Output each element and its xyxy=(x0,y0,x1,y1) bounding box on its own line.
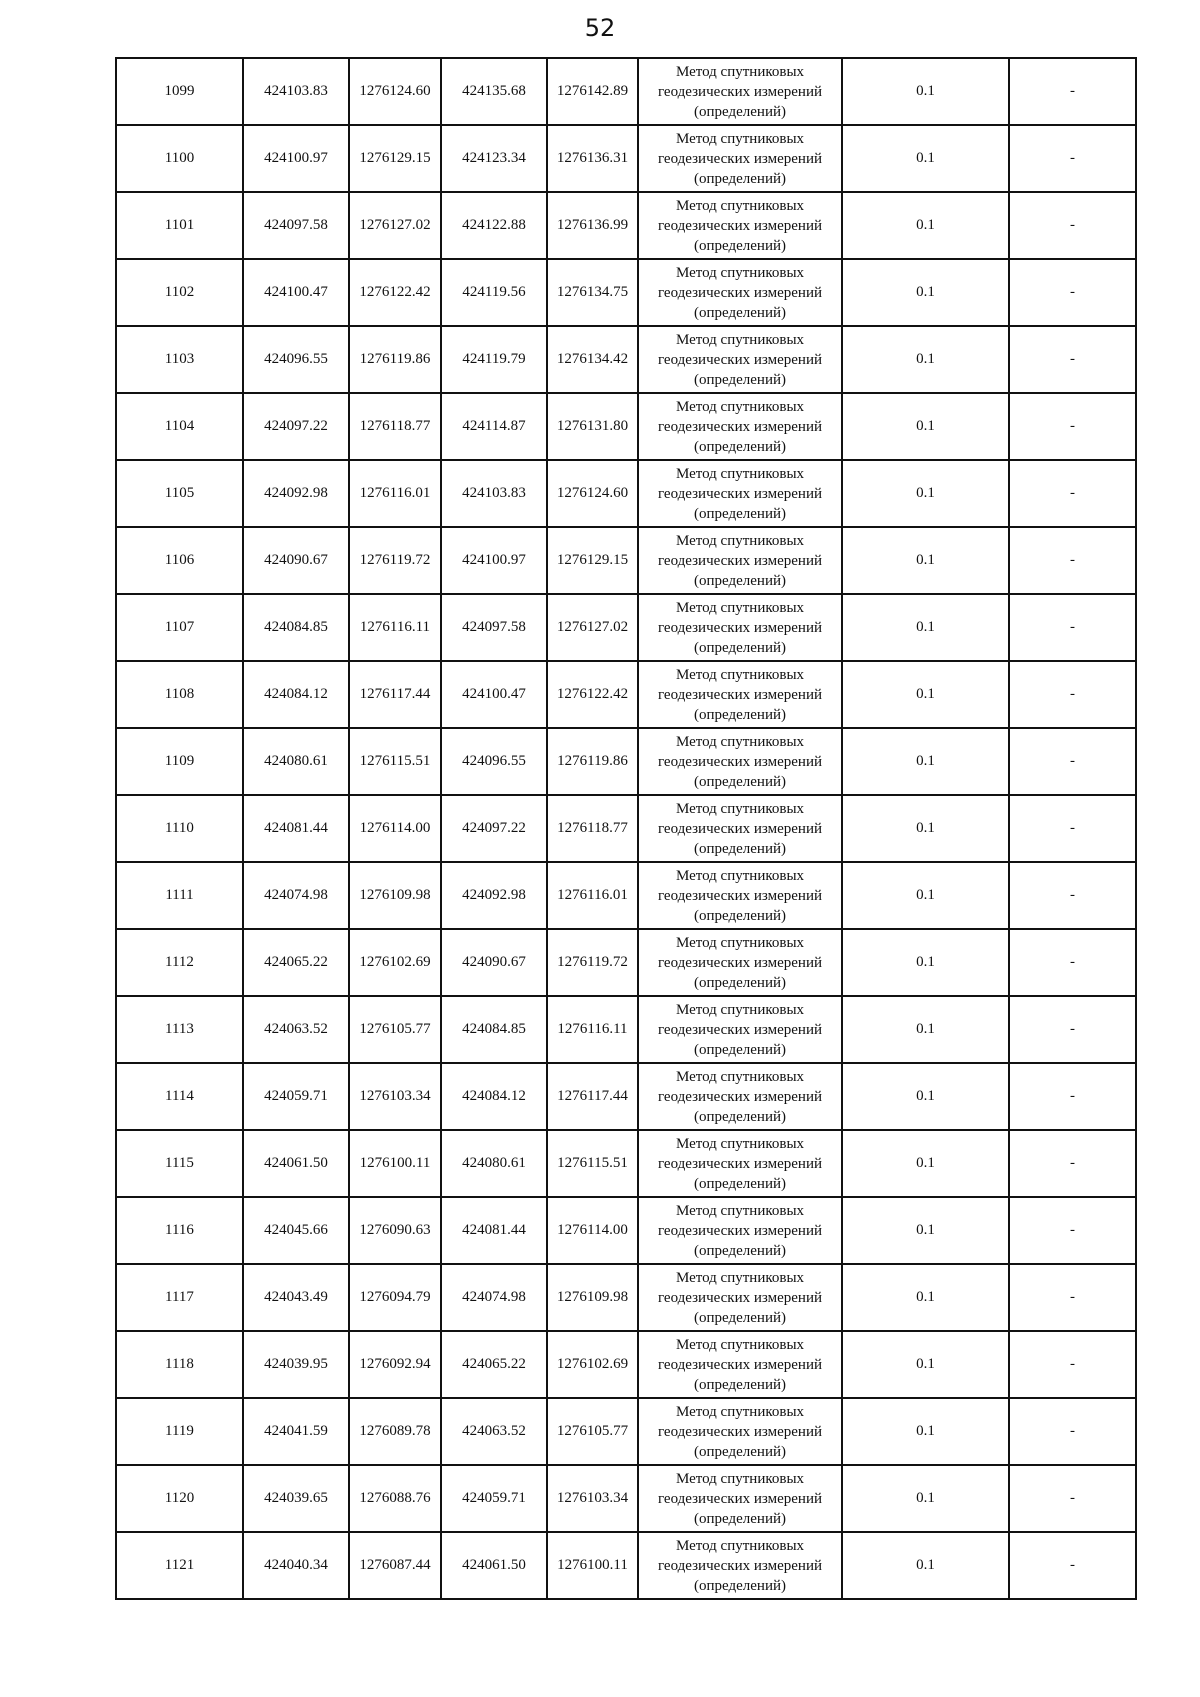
method-text: геодезических измерений xyxy=(657,284,823,301)
x-coordinate-cell: 424084.85 xyxy=(243,594,349,661)
method-text: (определений) xyxy=(694,706,786,723)
x-coordinate-cell: 424096.55 xyxy=(243,326,349,393)
accuracy-cell: 0.1 xyxy=(842,1398,1009,1465)
method-text: Метод спутниковых xyxy=(675,1001,805,1018)
x-coordinate-cell: 424039.65 xyxy=(243,1465,349,1532)
y-coordinate-cell: 1276122.42 xyxy=(349,259,441,326)
method-text: Метод спутниковых xyxy=(675,331,805,348)
x-coordinate-cell: 424097.22 xyxy=(441,795,547,862)
table-row xyxy=(116,594,1136,661)
method-text: геодезических измерений xyxy=(657,485,823,502)
method-cell xyxy=(638,1063,842,1130)
point-number-cell: 1099 xyxy=(116,58,243,125)
method-cell xyxy=(638,728,842,795)
method-text: Метод спутниковых xyxy=(675,1269,805,1286)
note-cell: - xyxy=(1009,1532,1136,1599)
x-coordinate-cell: 424103.83 xyxy=(243,58,349,125)
y-coordinate-cell: 1276103.34 xyxy=(547,1465,638,1532)
x-coordinate-cell: 424084.85 xyxy=(441,996,547,1063)
method-text: Метод спутниковых xyxy=(675,1336,805,1353)
point-number-cell: 1100 xyxy=(116,125,243,192)
y-coordinate-cell: 1276105.77 xyxy=(349,996,441,1063)
y-coordinate-cell: 1276129.15 xyxy=(547,527,638,594)
y-coordinate-cell: 1276124.60 xyxy=(349,58,441,125)
method-text: (определений) xyxy=(694,103,786,120)
method-text: геодезических измерений xyxy=(657,686,823,703)
table-row xyxy=(116,1264,1136,1331)
method-cell xyxy=(638,527,842,594)
note-cell: - xyxy=(1009,795,1136,862)
method-text: геодезических измерений xyxy=(657,150,823,167)
accuracy-cell: 0.1 xyxy=(842,1264,1009,1331)
table-row xyxy=(116,125,1136,192)
note-cell: - xyxy=(1009,125,1136,192)
table-row xyxy=(116,929,1136,996)
note-cell: - xyxy=(1009,393,1136,460)
method-text: (определений) xyxy=(694,438,786,455)
accuracy-cell: 0.1 xyxy=(842,929,1009,996)
method-text: (определений) xyxy=(694,371,786,388)
method-text: геодезических измерений xyxy=(657,1021,823,1038)
method-text: геодезических измерений xyxy=(657,217,823,234)
accuracy-cell: 0.1 xyxy=(842,862,1009,929)
y-coordinate-cell: 1276142.89 xyxy=(547,58,638,125)
x-coordinate-cell: 424081.44 xyxy=(441,1197,547,1264)
method-text: геодезических измерений xyxy=(657,1155,823,1172)
method-cell xyxy=(638,125,842,192)
method-text: Метод спутниковых xyxy=(675,197,805,214)
note-cell: - xyxy=(1009,1063,1136,1130)
point-number-cell: 1118 xyxy=(116,1331,243,1398)
table-body xyxy=(116,58,1136,1599)
method-cell xyxy=(638,1197,842,1264)
method-cell xyxy=(638,460,842,527)
table-row xyxy=(116,58,1136,125)
method-text: Метод спутниковых xyxy=(675,666,805,683)
method-text: (определений) xyxy=(694,840,786,857)
x-coordinate-cell: 424119.56 xyxy=(441,259,547,326)
method-cell xyxy=(638,1465,842,1532)
method-text: (определений) xyxy=(694,170,786,187)
point-number-cell: 1110 xyxy=(116,795,243,862)
y-coordinate-cell: 1276118.77 xyxy=(547,795,638,862)
y-coordinate-cell: 1276102.69 xyxy=(547,1331,638,1398)
y-coordinate-cell: 1276116.11 xyxy=(547,996,638,1063)
method-cell xyxy=(638,594,842,661)
table-row xyxy=(116,661,1136,728)
table-row xyxy=(116,527,1136,594)
x-coordinate-cell: 424065.22 xyxy=(441,1331,547,1398)
method-text: Метод спутниковых xyxy=(675,1068,805,1085)
x-coordinate-cell: 424059.71 xyxy=(243,1063,349,1130)
x-coordinate-cell: 424074.98 xyxy=(441,1264,547,1331)
point-number-cell: 1121 xyxy=(116,1532,243,1599)
table-row xyxy=(116,1532,1136,1599)
point-number-cell: 1112 xyxy=(116,929,243,996)
note-cell: - xyxy=(1009,326,1136,393)
x-coordinate-cell: 424081.44 xyxy=(243,795,349,862)
method-text: (определений) xyxy=(694,1443,786,1460)
method-text: Метод спутниковых xyxy=(675,867,805,884)
method-text: (определений) xyxy=(694,505,786,522)
accuracy-cell: 0.1 xyxy=(842,125,1009,192)
y-coordinate-cell: 1276118.77 xyxy=(349,393,441,460)
note-cell: - xyxy=(1009,58,1136,125)
x-coordinate-cell: 424097.58 xyxy=(441,594,547,661)
method-text: Метод спутниковых xyxy=(675,465,805,482)
method-text: геодезических измерений xyxy=(657,1423,823,1440)
method-text: Метод спутниковых xyxy=(675,1202,805,1219)
x-coordinate-cell: 424061.50 xyxy=(441,1532,547,1599)
accuracy-cell: 0.1 xyxy=(842,728,1009,795)
x-coordinate-cell: 424100.97 xyxy=(243,125,349,192)
note-cell: - xyxy=(1009,259,1136,326)
method-cell xyxy=(638,795,842,862)
table-row xyxy=(116,1465,1136,1532)
note-cell: - xyxy=(1009,192,1136,259)
coordinates-table xyxy=(115,57,1137,1600)
y-coordinate-cell: 1276127.02 xyxy=(547,594,638,661)
y-coordinate-cell: 1276115.51 xyxy=(349,728,441,795)
method-text: (определений) xyxy=(694,304,786,321)
table-row xyxy=(116,1130,1136,1197)
point-number-cell: 1111 xyxy=(116,862,243,929)
method-text: Метод спутниковых xyxy=(675,532,805,549)
point-number-cell: 1117 xyxy=(116,1264,243,1331)
accuracy-cell: 0.1 xyxy=(842,58,1009,125)
x-coordinate-cell: 424135.68 xyxy=(441,58,547,125)
table-row xyxy=(116,795,1136,862)
point-number-cell: 1114 xyxy=(116,1063,243,1130)
page-number: 52 xyxy=(584,14,616,42)
note-cell: - xyxy=(1009,1465,1136,1532)
y-coordinate-cell: 1276100.11 xyxy=(349,1130,441,1197)
method-cell xyxy=(638,1264,842,1331)
x-coordinate-cell: 424096.55 xyxy=(441,728,547,795)
x-coordinate-cell: 424041.59 xyxy=(243,1398,349,1465)
method-cell xyxy=(638,929,842,996)
y-coordinate-cell: 1276119.72 xyxy=(349,527,441,594)
x-coordinate-cell: 424061.50 xyxy=(243,1130,349,1197)
point-number-cell: 1119 xyxy=(116,1398,243,1465)
table-row xyxy=(116,326,1136,393)
table-row xyxy=(116,393,1136,460)
accuracy-cell: 0.1 xyxy=(842,393,1009,460)
method-text: Метод спутниковых xyxy=(675,130,805,147)
note-cell: - xyxy=(1009,929,1136,996)
table-row xyxy=(116,1331,1136,1398)
x-coordinate-cell: 424045.66 xyxy=(243,1197,349,1264)
y-coordinate-cell: 1276124.60 xyxy=(547,460,638,527)
accuracy-cell: 0.1 xyxy=(842,1197,1009,1264)
note-cell: - xyxy=(1009,1130,1136,1197)
x-coordinate-cell: 424065.22 xyxy=(243,929,349,996)
y-coordinate-cell: 1276134.75 xyxy=(547,259,638,326)
method-text: Метод спутниковых xyxy=(675,733,805,750)
y-coordinate-cell: 1276087.44 xyxy=(349,1532,441,1599)
x-coordinate-cell: 424039.95 xyxy=(243,1331,349,1398)
x-coordinate-cell: 424100.97 xyxy=(441,527,547,594)
method-cell xyxy=(638,862,842,929)
accuracy-cell: 0.1 xyxy=(842,192,1009,259)
method-text: Метод спутниковых xyxy=(675,398,805,415)
method-cell xyxy=(638,1331,842,1398)
method-text: (определений) xyxy=(694,907,786,924)
method-text: (определений) xyxy=(694,1309,786,1326)
accuracy-cell: 0.1 xyxy=(842,326,1009,393)
y-coordinate-cell: 1276109.98 xyxy=(547,1264,638,1331)
method-text: геодезических измерений xyxy=(657,1088,823,1105)
x-coordinate-cell: 424114.87 xyxy=(441,393,547,460)
note-cell: - xyxy=(1009,996,1136,1063)
y-coordinate-cell: 1276129.15 xyxy=(349,125,441,192)
method-cell xyxy=(638,326,842,393)
method-text: Метод спутниковых xyxy=(675,1403,805,1420)
y-coordinate-cell: 1276092.94 xyxy=(349,1331,441,1398)
x-coordinate-cell: 424040.34 xyxy=(243,1532,349,1599)
y-coordinate-cell: 1276103.34 xyxy=(349,1063,441,1130)
method-cell xyxy=(638,1130,842,1197)
note-cell: - xyxy=(1009,1197,1136,1264)
y-coordinate-cell: 1276116.01 xyxy=(349,460,441,527)
x-coordinate-cell: 424084.12 xyxy=(243,661,349,728)
y-coordinate-cell: 1276134.42 xyxy=(547,326,638,393)
x-coordinate-cell: 424080.61 xyxy=(441,1130,547,1197)
x-coordinate-cell: 424043.49 xyxy=(243,1264,349,1331)
x-coordinate-cell: 424090.67 xyxy=(243,527,349,594)
note-cell: - xyxy=(1009,728,1136,795)
y-coordinate-cell: 1276116.11 xyxy=(349,594,441,661)
method-text: геодезических измерений xyxy=(657,820,823,837)
method-text: геодезических измерений xyxy=(657,1356,823,1373)
x-coordinate-cell: 424063.52 xyxy=(441,1398,547,1465)
y-coordinate-cell: 1276131.80 xyxy=(547,393,638,460)
method-text: Метод спутниковых xyxy=(675,1135,805,1152)
method-cell xyxy=(638,259,842,326)
table-row xyxy=(116,259,1136,326)
x-coordinate-cell: 424092.98 xyxy=(441,862,547,929)
method-text: Метод спутниковых xyxy=(675,800,805,817)
x-coordinate-cell: 424119.79 xyxy=(441,326,547,393)
table-row xyxy=(116,460,1136,527)
accuracy-cell: 0.1 xyxy=(842,1465,1009,1532)
method-text: (определений) xyxy=(694,974,786,991)
method-text: (определений) xyxy=(694,1242,786,1259)
point-number-cell: 1106 xyxy=(116,527,243,594)
y-coordinate-cell: 1276114.00 xyxy=(547,1197,638,1264)
note-cell: - xyxy=(1009,1331,1136,1398)
accuracy-cell: 0.1 xyxy=(842,1130,1009,1197)
y-coordinate-cell: 1276094.79 xyxy=(349,1264,441,1331)
table-row xyxy=(116,1063,1136,1130)
method-text: геодезических измерений xyxy=(657,753,823,770)
x-coordinate-cell: 424100.47 xyxy=(243,259,349,326)
x-coordinate-cell: 424123.34 xyxy=(441,125,547,192)
x-coordinate-cell: 424063.52 xyxy=(243,996,349,1063)
note-cell: - xyxy=(1009,862,1136,929)
method-text: (определений) xyxy=(694,572,786,589)
accuracy-cell: 0.1 xyxy=(842,1331,1009,1398)
accuracy-cell: 0.1 xyxy=(842,996,1009,1063)
method-cell xyxy=(638,1532,842,1599)
table-row xyxy=(116,996,1136,1063)
method-cell xyxy=(638,1398,842,1465)
y-coordinate-cell: 1276122.42 xyxy=(547,661,638,728)
y-coordinate-cell: 1276102.69 xyxy=(349,929,441,996)
y-coordinate-cell: 1276088.76 xyxy=(349,1465,441,1532)
point-number-cell: 1116 xyxy=(116,1197,243,1264)
point-number-cell: 1109 xyxy=(116,728,243,795)
table-row xyxy=(116,728,1136,795)
method-cell xyxy=(638,192,842,259)
method-text: (определений) xyxy=(694,773,786,790)
y-coordinate-cell: 1276114.00 xyxy=(349,795,441,862)
point-number-cell: 1104 xyxy=(116,393,243,460)
x-coordinate-cell: 424090.67 xyxy=(441,929,547,996)
point-number-cell: 1115 xyxy=(116,1130,243,1197)
x-coordinate-cell: 424100.47 xyxy=(441,661,547,728)
y-coordinate-cell: 1276115.51 xyxy=(547,1130,638,1197)
method-cell xyxy=(638,661,842,728)
x-coordinate-cell: 424080.61 xyxy=(243,728,349,795)
method-text: геодезических измерений xyxy=(657,83,823,100)
method-text: (определений) xyxy=(694,1175,786,1192)
x-coordinate-cell: 424074.98 xyxy=(243,862,349,929)
point-number-cell: 1113 xyxy=(116,996,243,1063)
accuracy-cell: 0.1 xyxy=(842,1063,1009,1130)
method-text: геодезических измерений xyxy=(657,887,823,904)
point-number-cell: 1101 xyxy=(116,192,243,259)
method-cell xyxy=(638,58,842,125)
method-text: Метод спутниковых xyxy=(675,1470,805,1487)
x-coordinate-cell: 424059.71 xyxy=(441,1465,547,1532)
method-text: (определений) xyxy=(694,1577,786,1594)
y-coordinate-cell: 1276119.86 xyxy=(547,728,638,795)
method-text: (определений) xyxy=(694,237,786,254)
y-coordinate-cell: 1276100.11 xyxy=(547,1532,638,1599)
y-coordinate-cell: 1276116.01 xyxy=(547,862,638,929)
method-text: геодезических измерений xyxy=(657,552,823,569)
method-text: Метод спутниковых xyxy=(675,63,805,80)
method-text: (определений) xyxy=(694,1108,786,1125)
y-coordinate-cell: 1276109.98 xyxy=(349,862,441,929)
method-cell xyxy=(638,393,842,460)
method-text: геодезических измерений xyxy=(657,1289,823,1306)
x-coordinate-cell: 424122.88 xyxy=(441,192,547,259)
point-number-cell: 1103 xyxy=(116,326,243,393)
accuracy-cell: 0.1 xyxy=(842,1532,1009,1599)
note-cell: - xyxy=(1009,594,1136,661)
method-text: геодезических измерений xyxy=(657,619,823,636)
method-text: (определений) xyxy=(694,1510,786,1527)
method-text: геодезических измерений xyxy=(657,1557,823,1574)
point-number-cell: 1108 xyxy=(116,661,243,728)
method-text: (определений) xyxy=(694,639,786,656)
accuracy-cell: 0.1 xyxy=(842,527,1009,594)
table-row xyxy=(116,862,1136,929)
note-cell: - xyxy=(1009,661,1136,728)
x-coordinate-cell: 424097.22 xyxy=(243,393,349,460)
point-number-cell: 1107 xyxy=(116,594,243,661)
table-row xyxy=(116,1197,1136,1264)
accuracy-cell: 0.1 xyxy=(842,594,1009,661)
accuracy-cell: 0.1 xyxy=(842,259,1009,326)
table-row xyxy=(116,192,1136,259)
method-text: (определений) xyxy=(694,1376,786,1393)
x-coordinate-cell: 424103.83 xyxy=(441,460,547,527)
accuracy-cell: 0.1 xyxy=(842,661,1009,728)
note-cell: - xyxy=(1009,1264,1136,1331)
method-text: (определений) xyxy=(694,1041,786,1058)
y-coordinate-cell: 1276105.77 xyxy=(547,1398,638,1465)
note-cell: - xyxy=(1009,460,1136,527)
y-coordinate-cell: 1276117.44 xyxy=(349,661,441,728)
y-coordinate-cell: 1276090.63 xyxy=(349,1197,441,1264)
method-text: Метод спутниковых xyxy=(675,1537,805,1554)
x-coordinate-cell: 424084.12 xyxy=(441,1063,547,1130)
accuracy-cell: 0.1 xyxy=(842,795,1009,862)
x-coordinate-cell: 424097.58 xyxy=(243,192,349,259)
method-text: геодезических измерений xyxy=(657,954,823,971)
table-row xyxy=(116,1398,1136,1465)
method-text: геодезических измерений xyxy=(657,418,823,435)
accuracy-cell: 0.1 xyxy=(842,460,1009,527)
note-cell: - xyxy=(1009,527,1136,594)
y-coordinate-cell: 1276089.78 xyxy=(349,1398,441,1465)
method-text: геодезических измерений xyxy=(657,1490,823,1507)
y-coordinate-cell: 1276119.86 xyxy=(349,326,441,393)
y-coordinate-cell: 1276119.72 xyxy=(547,929,638,996)
method-text: Метод спутниковых xyxy=(675,934,805,951)
y-coordinate-cell: 1276136.31 xyxy=(547,125,638,192)
method-text: Метод спутниковых xyxy=(675,264,805,281)
method-text: геодезических измерений xyxy=(657,351,823,368)
y-coordinate-cell: 1276127.02 xyxy=(349,192,441,259)
point-number-cell: 1105 xyxy=(116,460,243,527)
y-coordinate-cell: 1276136.99 xyxy=(547,192,638,259)
note-cell: - xyxy=(1009,1398,1136,1465)
point-number-cell: 1102 xyxy=(116,259,243,326)
method-text: геодезических измерений xyxy=(657,1222,823,1239)
method-text: Метод спутниковых xyxy=(675,599,805,616)
x-coordinate-cell: 424092.98 xyxy=(243,460,349,527)
method-cell xyxy=(638,996,842,1063)
y-coordinate-cell: 1276117.44 xyxy=(547,1063,638,1130)
point-number-cell: 1120 xyxy=(116,1465,243,1532)
